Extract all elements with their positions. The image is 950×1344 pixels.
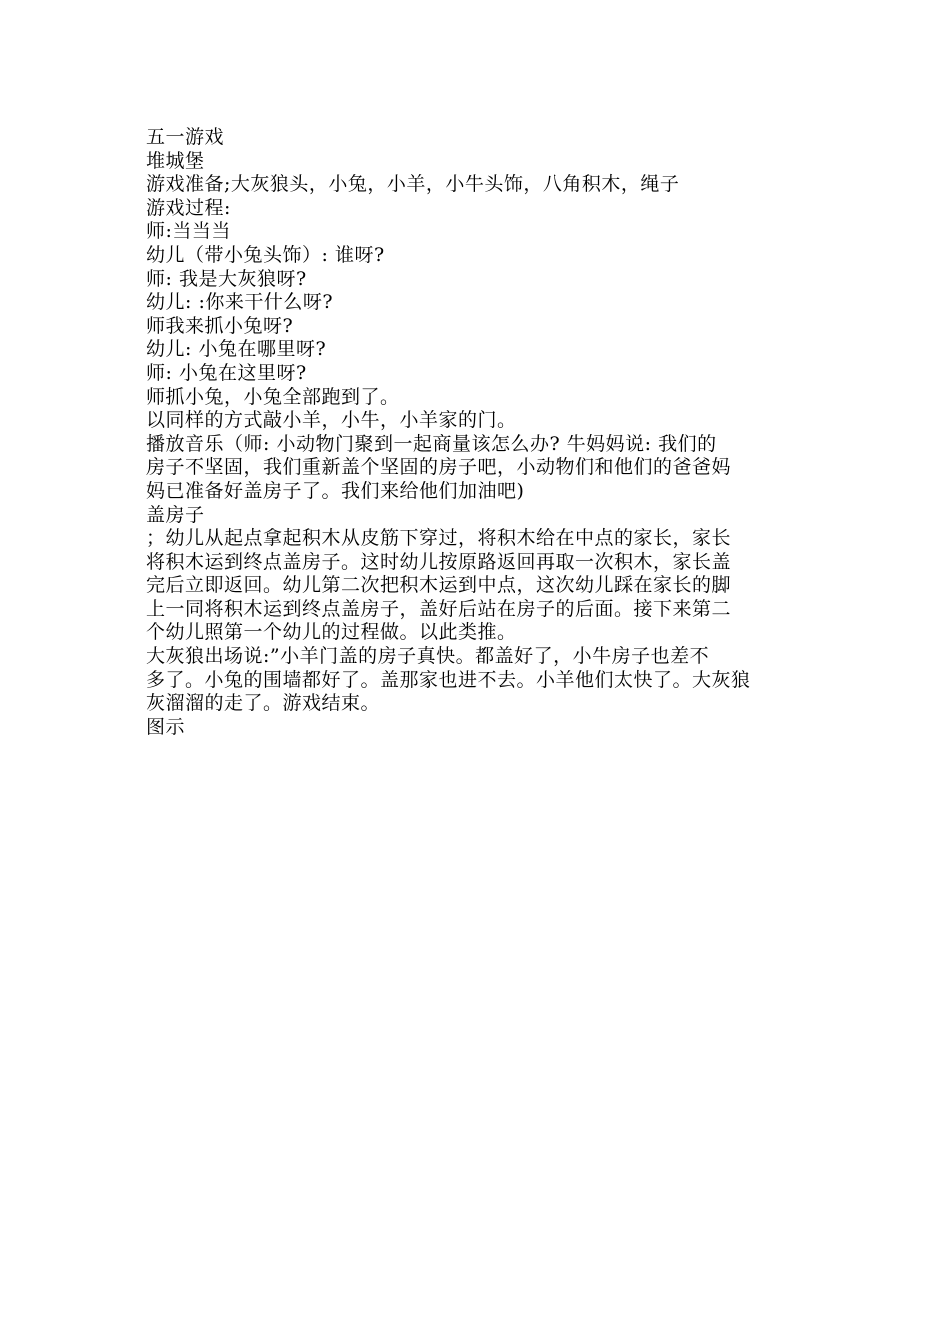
document-body: [146, 126, 810, 739]
music-paragraph-line: 房子不坚固，我们重新盖个坚固的房子吧，小动物们和他们的爸爸妈: [146, 456, 732, 479]
music-paragraph-line: 播放音乐（师: 小动物门聚到一起商量该怎么办? 牛妈妈说: 我们的: [146, 432, 717, 455]
build-paragraph-line: ；幼儿从起点拿起积木从皮筋下穿过，将积木给在中点的家长，家长: [146, 527, 732, 550]
dialogue-line: 幼儿: :你来干什么呀?: [146, 291, 334, 314]
dialogue-line: 幼儿: 小兔在哪里呀?: [146, 338, 327, 361]
build-paragraph-line: 将积木运到终点盖房子。这时幼儿按原路返回再取一次积木，家长盖: [146, 550, 732, 573]
dialogue-line: 师: 小兔在这里呀?: [146, 361, 307, 384]
narration-line: 师抓小兔，小兔全部跑到了。: [146, 385, 400, 408]
dialogue-line: 师:当当当: [146, 220, 231, 243]
narration-line: 以同样的方式敲小羊，小牛，小羊家的门。: [146, 409, 517, 432]
document-title: 五一游戏: [146, 126, 225, 148]
preparation-line: 游戏准备;大灰狼头，小兔，小羊，小牛头饰，八角积木，绳子: [146, 173, 680, 196]
dialogue-line: 幼儿（带小兔头饰）: 谁呀?: [146, 243, 385, 266]
build-paragraph-line: 上一同将积木运到终点盖房子，盖好后站在房子的后面。接下来第二: [146, 597, 732, 620]
dialogue-line: 师我来抓小兔呀?: [146, 314, 294, 337]
build-paragraph-line: 个幼儿照第一个幼儿的过程做。以此类推。: [146, 621, 517, 644]
wolf-paragraph-line: 大灰狼出场说:”小羊门盖的房子真快。都盖好了，小牛房子也差不: [146, 645, 710, 668]
music-paragraph-line: 妈已准备好盖房子了。我们来给他们加油吧): [146, 479, 525, 502]
wolf-paragraph-line: 多了。小兔的围墙都好了。盖那家也进不去。小羊他们太快了。大灰狼: [146, 668, 751, 691]
game-name: 堆城堡: [146, 149, 205, 172]
wolf-paragraph-line: 灰溜溜的走了。游戏结束。: [146, 692, 381, 715]
process-heading: 游戏过程:: [146, 196, 231, 219]
build-house-heading: 盖房子: [146, 503, 205, 526]
dialogue-line: 师: 我是大灰狼呀?: [146, 267, 307, 290]
build-paragraph-line: 完后立即返回。幼儿第二次把积木运到中点，这次幼儿踩在家长的脚: [146, 574, 732, 597]
figure-label: 图示: [146, 715, 186, 738]
